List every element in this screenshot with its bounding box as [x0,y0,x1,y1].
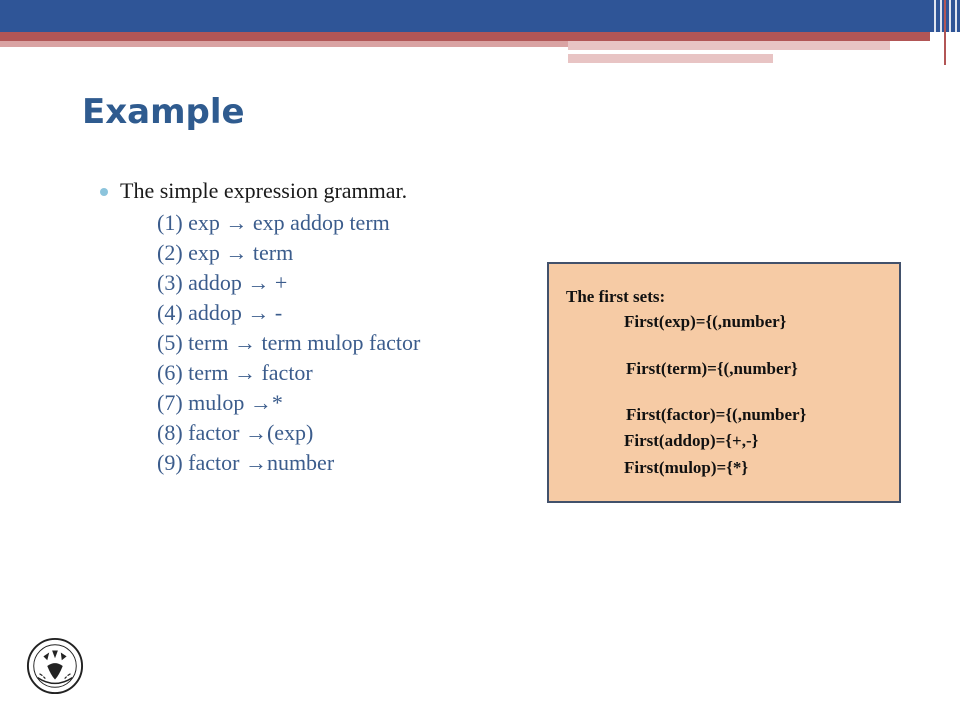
grammar-rule: (5) term → term mulop factor [157,330,421,355]
intro-text: The simple expression grammar. [120,178,408,203]
grammar-rule: (7) mulop →* [157,390,283,415]
first-sets-box [547,262,901,503]
top-pink-bar-2 [568,41,890,50]
first-sets-heading: The first sets: [566,287,666,306]
grammar-rule: (4) addop → - [157,300,283,325]
grammar-rule: (9) factor →number [157,450,335,475]
top-red-bar [0,32,930,41]
first-set-mulop: First(mulop)={*} [624,458,749,477]
grammar-rule: (2) exp → term [157,240,294,265]
bullet-icon [100,188,108,196]
top-white-line [775,50,890,52]
grammar-rule: (3) addop → + [157,270,288,295]
university-seal-icon [26,637,84,695]
corner-stripes [930,0,960,65]
top-pink-bar-3 [568,54,773,63]
top-blue-bar [0,0,930,32]
slide-title: Example [82,92,245,132]
grammar-rule: (1) exp → exp addop term [157,210,390,235]
top-pink-bar [0,41,570,47]
first-set-term: First(term)={(,number} [626,359,798,378]
grammar-rule: (8) factor →(exp) [157,420,314,445]
first-set-exp: First(exp)={(,number} [624,312,787,331]
grammar-rule: (6) term → factor [157,360,313,385]
first-set-factor: First(factor)={(,number} [626,405,807,424]
first-set-addop: First(addop)={+,-} [624,431,759,450]
grammar-rules [157,208,420,478]
